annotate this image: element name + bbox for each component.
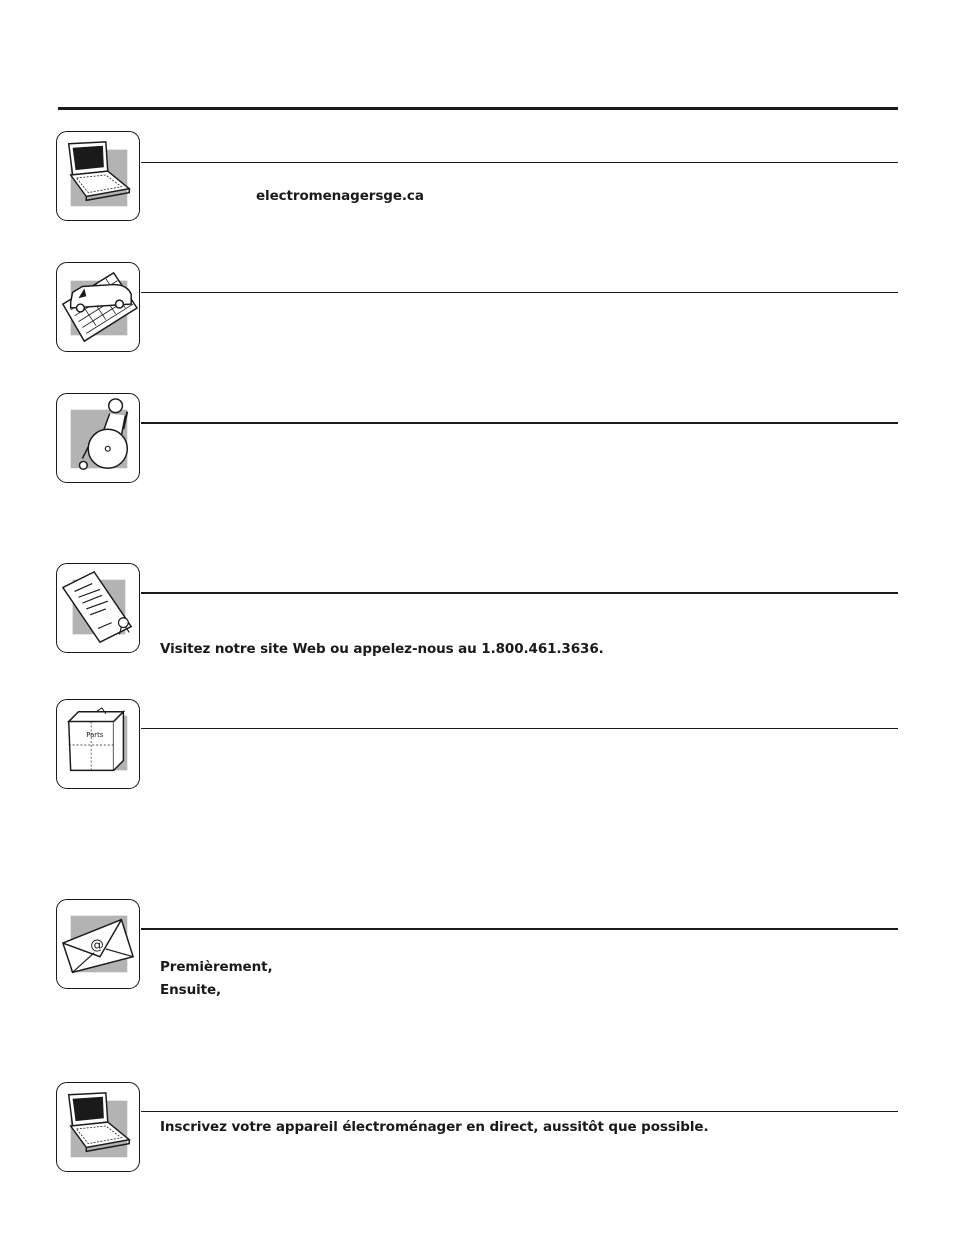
section-rule [141, 1111, 898, 1112]
parts-box-icon [56, 699, 140, 789]
warranty-contact-text: Visitez notre site Web ou appelez-nous au 1.800.461.3636. [160, 641, 604, 657]
page-top-rule [58, 107, 898, 110]
section-rule [141, 928, 898, 930]
parts-box-label: Parts [86, 731, 104, 740]
section-rule [141, 422, 898, 424]
section-rule [141, 728, 898, 729]
email-envelope-icon [56, 899, 140, 989]
website-url[interactable]: electromenagersge.ca [256, 188, 424, 204]
service-van-calendar-icon [56, 262, 140, 352]
svg-text:@: @ [90, 936, 104, 953]
laptop-icon [56, 1082, 140, 1172]
section-rule [141, 162, 898, 163]
contact-first-step: Premièrement, [160, 959, 273, 975]
section-rule [141, 592, 898, 594]
laptop-icon [56, 131, 140, 221]
wheelchair-user-icon [56, 393, 140, 483]
contact-second-step: Ensuite, [160, 982, 222, 998]
register-appliance-text: Inscrivez votre appareil électroménager en direct, aussitôt que possible. [160, 1119, 709, 1135]
section-rule [141, 292, 898, 293]
certificate-document-icon [56, 563, 140, 653]
